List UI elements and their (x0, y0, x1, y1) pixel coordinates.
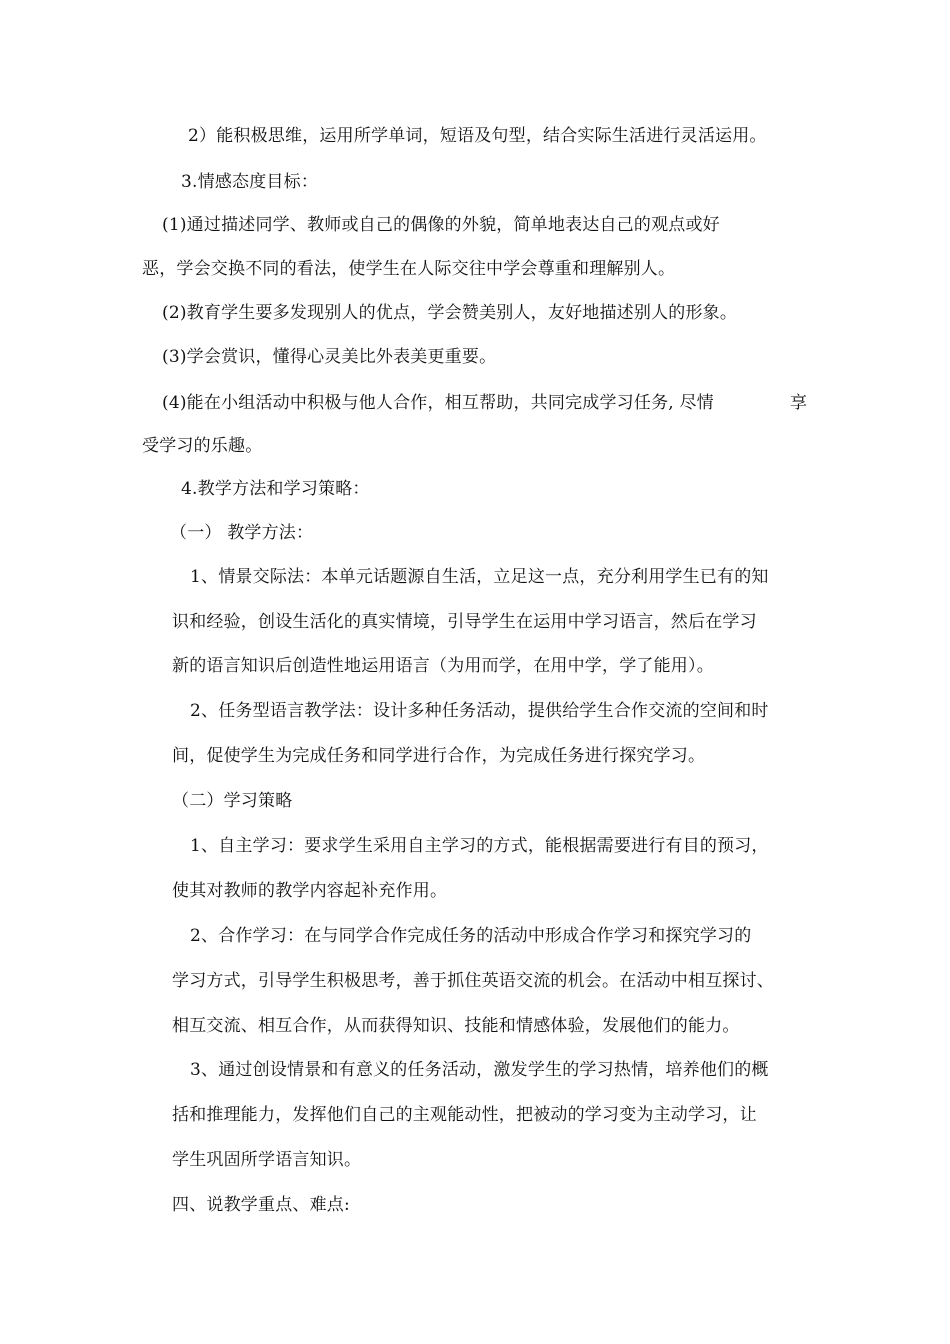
paragraph-line: 括和推理能力，发挥他们自己的主观能动性，把被动的学习变为主动学习，让 (172, 1105, 757, 1125)
paragraph-line: 恶，学会交换不同的看法，使学生在人际交往中学会尊重和理解别人。 (142, 259, 676, 279)
paragraph-line: (1)通过描述同学、教师或自己的偶像的外貌，简单地表达自己的观点或好 (162, 215, 720, 235)
paragraph-line: 2、任务型语言教学法：设计多种任务活动，提供给学生合作交流的空间和时 (190, 701, 769, 721)
section-heading: 四、说教学重点、难点: (172, 1195, 350, 1215)
paragraph-line: 学生巩固所学语言知识。 (172, 1150, 362, 1170)
subsection-heading: （二）学习策略 (172, 791, 293, 811)
paragraph-line: 受学习的乐趣。 (142, 436, 263, 456)
paragraph-line: 使其对教师的教学内容起补充作用。 (172, 881, 448, 901)
paragraph-line: 学习方式，引导学生积极思考，善于抓住英语交流的机会。在活动中相互探讨、 (172, 971, 774, 991)
paragraph-line: (3)学会赏识，懂得心灵美比外表美更重要。 (162, 347, 497, 367)
paragraph-line: 享 (790, 393, 808, 413)
paragraph-line: 3、通过创设情景和有意义的任务活动，激发学生的学习热情，培养他们的概 (190, 1060, 769, 1080)
paragraph-line: 1、情景交际法：本单元话题源自生活，立足这一点，充分利用学生已有的知 (190, 567, 769, 587)
section-heading: 4.教学方法和学习策略： (181, 479, 370, 499)
paragraph-line: (4)能在小组活动中积极与他人合作，相互帮助，共同完成学习任务, 尽情 (162, 393, 714, 413)
section-heading: 3.情感态度目标： (181, 172, 319, 192)
paragraph-line: 2、合作学习：在与同学合作完成任务的活动中形成合作学习和探究学习的 (190, 926, 752, 946)
paragraph-line: 间，促使学生为完成任务和同学进行合作，为完成任务进行探究学习。 (172, 746, 706, 766)
paragraph-line: 相互交流、相互合作，从而获得知识、技能和情感体验，发展他们的能力。 (172, 1016, 740, 1036)
paragraph-line: 1、自主学习：要求学生采用自主学习的方式，能根据需要进行有目的预习， (190, 836, 769, 856)
paragraph-line: (2)教育学生要多发现别人的优点，学会赞美别人，友好地描述别人的形象。 (162, 303, 738, 323)
paragraph-line: 2）能积极思维，运用所学单词，短语及句型，结合实际生活进行灵活运用。 (188, 126, 767, 146)
paragraph-line: 新的语言知识后创造性地运用语言（为用而学，在用中学，学了能用）。 (172, 656, 714, 676)
subsection-heading: （一） 教学方法： (170, 523, 314, 543)
paragraph-line: 识和经验，创设生活化的真实情境，引导学生在运用中学习语言，然后在学习 (172, 612, 757, 632)
